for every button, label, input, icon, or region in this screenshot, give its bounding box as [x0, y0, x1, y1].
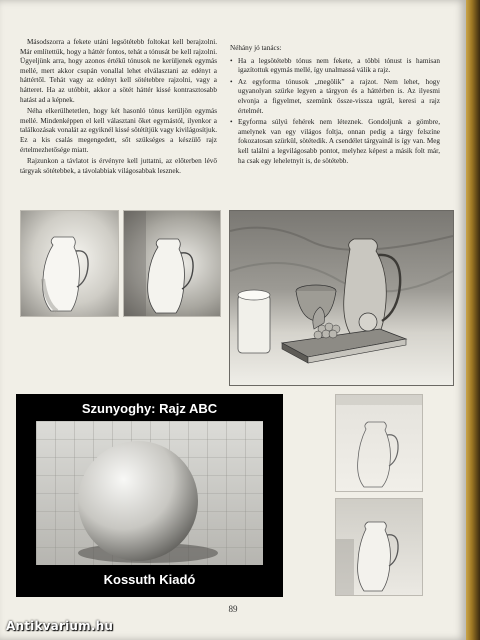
jug-sketch-2: [123, 210, 221, 317]
tips-list: [230, 57, 440, 167]
book-cover: [16, 394, 283, 597]
jug-drawing: [336, 395, 422, 491]
jug-sketch-3: [335, 394, 423, 492]
tip-item: • Ha a legsötétebb tónus nem fekete, a többi tónust is hamisan igazítottuk egymás mellé, így unalmassá válik a rajz.: [230, 57, 440, 76]
cover-publisher: Kossuth Kiadó: [103, 572, 196, 587]
paragraph: Rajzunkon a távlatot is érvényre kell juttatni, az előterben lévő tárgyak sötétebbek, a távolabbiak világosabbak lesznek.: [20, 157, 217, 175]
still-life-drawing: [229, 210, 454, 386]
tips-heading: Néhány jó tanács:: [230, 44, 282, 52]
paragraph: Másodszorra a fekete utáni legsötétebb foltokat kell berajzolni. Már említettük, hogy a háttér fontos, tehát a tónusát be kell rajzolni. Ügyeljünk arra, hogy azonos értékű tónusok ne kerüljenek egymás mellé, mert akkor csupán vonallal lehet elválasztani az edényt a háttértől. Tehát vagy az edényt kell sötétebbre rajzolni, vagy a hátteret. Ha az utóbbit, akkor a sötét háttér kissé kontrasztosabb hatást ad a képnek.: [20, 38, 217, 104]
cover-title: Szunyoghy: Rajz ABC: [81, 401, 218, 416]
right-text-column: [230, 44, 440, 168]
page-edge: [466, 0, 480, 640]
still-life-art: [230, 211, 453, 385]
jug-drawing: [21, 211, 118, 316]
left-text-column: [20, 38, 217, 178]
jug-drawing: [124, 211, 220, 316]
sphere-art: [36, 421, 263, 565]
jug-drawing: [336, 499, 422, 595]
page-number: 89: [228, 604, 238, 614]
jug-sketch-1: [20, 210, 119, 317]
tip-item: • Az egyforma tónusok „megölik” a rajzot. Nem lehet, hogy ugyanolyan szürke legyen a tárgyon és a háttérben is. Az ilyesmi elvonja a figyelmet, szemünk össze-vissza ugrál, keresi a rajz értelmét.: [230, 78, 440, 116]
paragraph: Néha elkerülhetetlen, hogy két hasonló tónus kerüljön egymás mellé. Mindenképpen el kell választani őket egymástól, ilyenkor a találkozásak vonalát az egyiknél kissé sötétítjük vagy kivilágosítjuk. Ez a kis csalás megengedett, sőt szükséges a készülő rajz értelmezhetősége miatt.: [20, 107, 217, 154]
cover-sphere-drawing: [36, 421, 263, 565]
watermark: Antikvarium.hu: [6, 619, 114, 633]
jug-sketch-4: [335, 498, 423, 596]
tip-item: • Egyforma súlyú fehérek nem léteznek. Gondoljunk a gömbre, amelynek van egy világos foltja, onnan pedig a tárgy felszíne fokozatosan szürkül, sötétedik. A csendélet tárgyainál is így van. Meg kell találni a legvilágosabb pontot, melyhez képest a másik folt már, ha csak egy leheletnyit is, de sötétebb.: [230, 118, 440, 166]
